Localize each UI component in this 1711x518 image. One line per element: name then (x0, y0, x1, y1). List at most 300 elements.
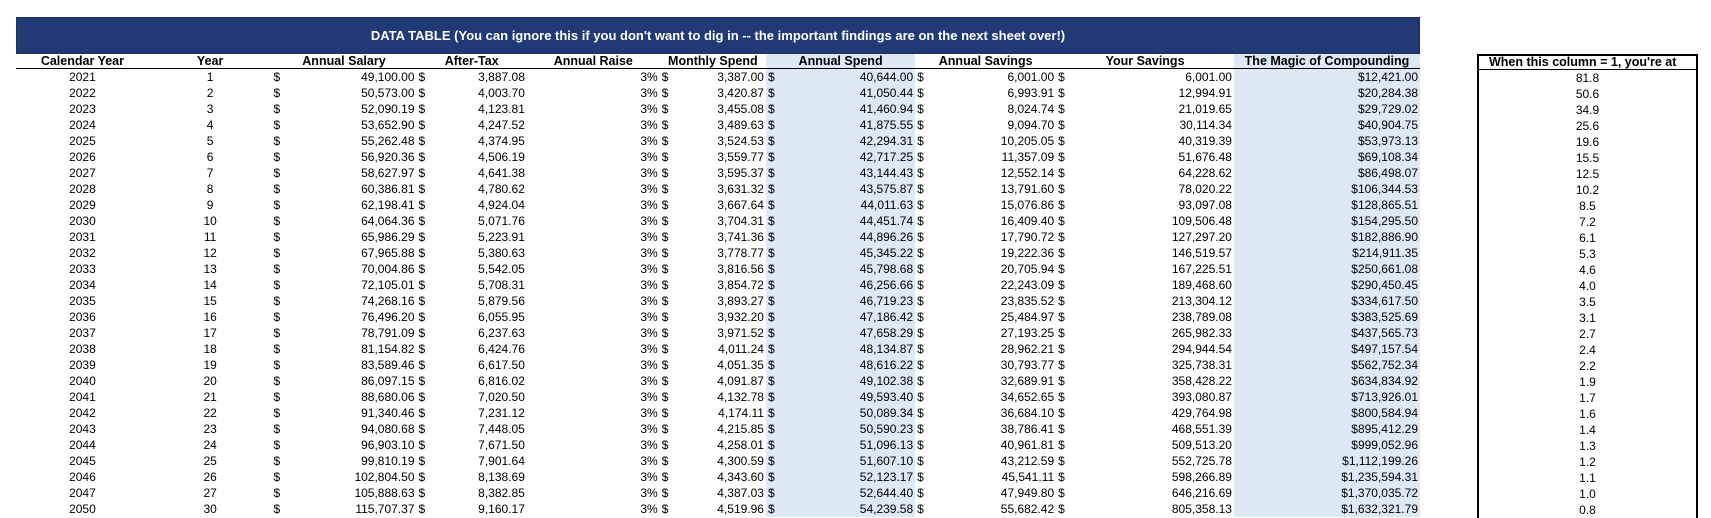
annual-raise-cell: 3% (640, 294, 658, 308)
after-tax-cell: 8,138.69 (478, 470, 525, 484)
monthly-currency: $ (661, 134, 669, 148)
table-row (16, 197, 1420, 213)
table-row (16, 437, 1420, 453)
annual-savings-cell: 13,791.60 (1000, 182, 1055, 196)
monthly-currency: $ (661, 454, 669, 468)
side-header-row (1478, 55, 1697, 70)
annual-savings-currency: $ (917, 438, 924, 452)
table-row (16, 325, 1420, 341)
side-value-cell: 15.5 (1575, 151, 1600, 165)
annual-raise-cell: 3% (640, 358, 658, 372)
your-savings-cell: 167,225.51 (1171, 262, 1232, 276)
calendar-year-cell: 2021 (69, 70, 96, 84)
monthly-spend-cell: 3,631.32 (717, 182, 764, 196)
side-value-cell: 34.9 (1575, 103, 1600, 117)
your-savings-currency: $ (1058, 326, 1065, 340)
magic-compounding-cell: $334,617.50 (1234, 293, 1420, 309)
monthly-spend-cell: 3,893.27 (717, 294, 764, 308)
side-value-cell: 10.2 (1575, 183, 1600, 197)
annual-savings-cell: 38,786.41 (1000, 422, 1055, 436)
side-value-cell: 2.7 (1579, 327, 1596, 341)
calendar-year-cell: 2040 (69, 374, 96, 388)
calendar-year-cell: 2045 (69, 454, 96, 468)
monthly-spend-cell: 3,387.00 (717, 70, 764, 84)
side-row (1478, 230, 1697, 246)
annual-salary-cell: 105,888.63 (354, 486, 415, 500)
after-tax-cell: 4,003.70 (478, 86, 525, 100)
salary-currency: $ (273, 406, 281, 420)
annual-savings-cell: 45,541.11 (1001, 470, 1055, 484)
annual-spend-cell: 54,239.58 (784, 501, 915, 517)
magic-compounding-cell: $562,752.34 (1234, 357, 1420, 373)
annual-salary-cell: 60,386.81 (361, 182, 415, 196)
annual-spend-cell: 50,089.34 (784, 405, 915, 421)
your-savings-cell: 213,304.12 (1171, 294, 1232, 308)
salary-currency: $ (273, 102, 281, 116)
annual-savings-cell: 55,682.42 (1000, 502, 1055, 516)
side-value-cell: 81.8 (1575, 71, 1600, 85)
aftertax-currency: $ (418, 390, 426, 404)
side-row (1478, 86, 1697, 102)
year-cell: 9 (206, 198, 214, 212)
calendar-year-cell: 2024 (69, 118, 96, 132)
header-annual-spend: Annual Spend (766, 54, 915, 69)
monthly-spend-cell: 4,051.35 (717, 358, 764, 372)
year-cell: 25 (203, 454, 217, 468)
annual-savings-currency: $ (917, 198, 924, 212)
after-tax-cell: 7,671.50 (478, 438, 525, 452)
table-row (16, 165, 1420, 181)
annual-raise-cell: 3% (640, 166, 658, 180)
annual-salary-cell: 52,090.19 (361, 102, 415, 116)
side-row (1478, 502, 1697, 518)
side-value-cell: 5.3 (1579, 247, 1596, 261)
annual-savings-cell: 11,357.09 (1001, 150, 1055, 164)
your-savings-currency: $ (1058, 486, 1065, 500)
monthly-currency: $ (661, 390, 669, 404)
annual-raise-cell: 3% (640, 214, 658, 228)
annual-spend-cell: 51,096.13 (784, 437, 915, 453)
monthly-spend-cell: 4,387.03 (717, 486, 764, 500)
year-cell: 8 (206, 182, 214, 196)
monthly-spend-cell: 3,455.08 (717, 102, 764, 116)
annual-savings-cell: 32,689.91 (1000, 374, 1055, 388)
after-tax-cell: 5,223.91 (478, 230, 525, 244)
table-row (16, 405, 1420, 421)
side-value-cell: 3.5 (1579, 295, 1596, 309)
annual-spend-currency: $ (766, 373, 784, 389)
annual-spend-cell: 41,050.44 (784, 85, 915, 101)
annual-salary-cell: 102,804.50 (354, 470, 415, 484)
year-cell: 12 (203, 246, 217, 260)
salary-currency: $ (273, 278, 281, 292)
after-tax-cell: 4,780.62 (478, 182, 525, 196)
magic-compounding-cell: $1,370,035.72 (1234, 485, 1420, 501)
annual-salary-cell: 70,004.86 (361, 262, 415, 276)
side-row (1478, 214, 1697, 230)
annual-salary-cell: 58,627.97 (361, 166, 415, 180)
aftertax-currency: $ (418, 486, 426, 500)
calendar-year-cell: 2047 (69, 486, 96, 500)
annual-savings-currency: $ (917, 390, 924, 404)
annual-savings-cell: 25,484.97 (1000, 310, 1055, 324)
annual-spend-cell: 45,345.22 (784, 245, 915, 261)
table-row (16, 229, 1420, 245)
side-value-cell: 4.0 (1579, 279, 1596, 293)
annual-raise-cell: 3% (640, 310, 658, 324)
table-row (16, 69, 1420, 86)
side-row (1478, 182, 1697, 198)
annual-raise-cell: 3% (640, 342, 658, 356)
annual-salary-cell: 49,100.00 (361, 70, 415, 84)
side-header: When this column = 1, you're at (1478, 55, 1697, 70)
salary-currency: $ (273, 502, 281, 516)
annual-raise-cell: 3% (640, 326, 658, 340)
table-row (16, 453, 1420, 469)
annual-savings-currency: $ (917, 486, 924, 500)
year-cell: 2 (206, 86, 214, 100)
year-cell: 22 (203, 406, 217, 420)
annual-raise-cell: 3% (640, 486, 658, 500)
annual-savings-cell: 12,552.14 (1000, 166, 1055, 180)
data-table-banner (16, 17, 1420, 54)
your-savings-currency: $ (1058, 294, 1065, 308)
annual-spend-currency: $ (766, 277, 784, 293)
monthly-spend-cell: 4,011.24 (718, 342, 764, 356)
calendar-year-cell: 2035 (69, 294, 96, 308)
side-row (1478, 310, 1697, 326)
aftertax-currency: $ (418, 358, 426, 372)
your-savings-cell: 40,319.39 (1178, 134, 1232, 148)
annual-savings-currency: $ (917, 102, 924, 116)
monthly-spend-cell: 3,595.37 (717, 166, 764, 180)
salary-currency: $ (273, 470, 281, 484)
your-savings-currency: $ (1058, 86, 1065, 100)
monthly-currency: $ (661, 70, 669, 84)
calendar-year-cell: 2037 (69, 326, 96, 340)
table-row (16, 293, 1420, 309)
salary-currency: $ (273, 326, 281, 340)
salary-currency: $ (273, 214, 281, 228)
calendar-year-cell: 2050 (69, 502, 96, 516)
side-value-cell: 1.1 (1579, 471, 1596, 485)
calendar-year-cell: 2023 (69, 102, 96, 116)
monthly-currency: $ (661, 374, 669, 388)
calendar-year-cell: 2032 (69, 246, 96, 260)
annual-salary-cell: 99,810.19 (361, 454, 415, 468)
annual-savings-cell: 47,949.80 (1000, 486, 1055, 500)
table-row (16, 341, 1420, 357)
annual-savings-cell: 6,001.00 (1007, 70, 1055, 84)
your-savings-cell: 51,676.48 (1178, 150, 1232, 164)
after-tax-cell: 8,382.85 (478, 486, 525, 500)
monthly-spend-cell: 4,174.11 (718, 406, 764, 420)
annual-savings-currency: $ (917, 214, 924, 228)
annual-savings-currency: $ (917, 230, 924, 244)
annual-spend-currency: $ (766, 165, 784, 181)
annual-spend-cell: 46,719.23 (784, 293, 915, 309)
your-savings-currency: $ (1058, 182, 1065, 196)
aftertax-currency: $ (418, 374, 426, 388)
year-cell: 18 (203, 342, 217, 356)
magic-compounding-cell: $634,834.92 (1234, 373, 1420, 389)
monthly-spend-cell: 4,132.78 (717, 390, 764, 404)
monthly-currency: $ (661, 470, 669, 484)
salary-currency: $ (273, 438, 281, 452)
annual-raise-cell: 3% (640, 390, 658, 404)
after-tax-cell: 6,617.50 (478, 358, 525, 372)
annual-savings-currency: $ (917, 422, 924, 436)
header-year: Year (149, 54, 272, 69)
your-savings-cell: 64,228.62 (1178, 166, 1232, 180)
your-savings-cell: 805,358.13 (1171, 502, 1232, 516)
annual-savings-currency: $ (917, 358, 924, 372)
annual-savings-cell: 22,243.09 (1000, 278, 1055, 292)
monthly-currency: $ (661, 358, 669, 372)
your-savings-cell: 598,266.89 (1171, 470, 1232, 484)
annual-savings-cell: 30,793.77 (1000, 358, 1055, 372)
annual-salary-cell: 94,080.68 (361, 422, 415, 436)
annual-salary-cell: 76,496.20 (361, 310, 415, 324)
side-value-cell: 3.1 (1579, 311, 1596, 325)
table-row (16, 181, 1420, 197)
annual-savings-currency: $ (917, 118, 924, 132)
your-savings-cell: 21,019.65 (1178, 102, 1232, 116)
magic-compounding-cell: $800,584.94 (1234, 405, 1420, 421)
annual-spend-currency: $ (766, 405, 784, 421)
your-savings-cell: 189,468.60 (1171, 278, 1232, 292)
your-savings-currency: $ (1058, 502, 1065, 516)
annual-raise-cell: 3% (640, 230, 658, 244)
side-row (1478, 422, 1697, 438)
calendar-year-cell: 2030 (69, 214, 96, 228)
data-table (16, 54, 1420, 517)
annual-spend-cell: 49,593.40 (784, 389, 915, 405)
annual-spend-cell: 45,798.68 (784, 261, 915, 277)
your-savings-currency: $ (1058, 342, 1065, 356)
after-tax-cell: 5,542.05 (478, 262, 525, 276)
aftertax-currency: $ (418, 310, 426, 324)
annual-raise-cell: 3% (640, 374, 658, 388)
salary-currency: $ (273, 118, 281, 132)
monthly-spend-cell: 3,971.52 (717, 326, 764, 340)
after-tax-cell: 4,506.19 (478, 150, 525, 164)
side-row (1478, 470, 1697, 486)
year-cell: 4 (206, 118, 214, 132)
banner-title: DATA TABLE (You can ignore this if you don't want to dig in -- the important findings are on the next sheet over!) (370, 28, 1066, 43)
annual-spend-currency: $ (766, 181, 784, 197)
your-savings-currency: $ (1058, 166, 1065, 180)
year-cell: 21 (203, 390, 217, 404)
calendar-year-cell: 2031 (69, 230, 96, 244)
monthly-currency: $ (661, 502, 669, 516)
annual-raise-cell: 3% (640, 454, 658, 468)
annual-spend-currency: $ (766, 293, 784, 309)
annual-raise-cell: 3% (640, 438, 658, 452)
annual-raise-cell: 3% (640, 470, 658, 484)
your-savings-cell: 468,551.39 (1171, 422, 1232, 436)
annual-savings-currency: $ (917, 374, 924, 388)
annual-salary-cell: 96,903.10 (361, 438, 415, 452)
annual-spend-currency: $ (766, 501, 784, 517)
your-savings-currency: $ (1058, 102, 1065, 116)
side-value-cell: 1.7 (1579, 391, 1596, 405)
calendar-year-cell: 2043 (69, 422, 96, 436)
monthly-currency: $ (661, 118, 669, 132)
after-tax-cell: 6,055.95 (478, 310, 525, 324)
side-value-cell: 2.4 (1579, 343, 1596, 357)
table-row (16, 373, 1420, 389)
side-value-cell: 19.6 (1575, 135, 1600, 149)
your-savings-cell: 78,020.22 (1178, 182, 1232, 196)
monthly-spend-cell: 3,524.53 (717, 134, 764, 148)
aftertax-currency: $ (418, 326, 426, 340)
magic-compounding-cell: $713,926.01 (1234, 389, 1420, 405)
header-annual-raise: Annual Raise (527, 54, 660, 69)
annual-savings-cell: 36,684.10 (1000, 406, 1055, 420)
annual-savings-cell: 17,790.72 (1000, 230, 1055, 244)
annual-spend-cell: 46,256.66 (784, 277, 915, 293)
magic-compounding-cell: $106,344.53 (1234, 181, 1420, 197)
annual-salary-cell: 78,791.09 (361, 326, 415, 340)
magic-compounding-cell: $128,865.51 (1234, 197, 1420, 213)
monthly-currency: $ (661, 278, 669, 292)
after-tax-cell: 4,374.95 (478, 134, 525, 148)
salary-currency: $ (273, 86, 281, 100)
monthly-currency: $ (661, 230, 669, 244)
year-cell: 19 (203, 358, 217, 372)
side-row (1478, 294, 1697, 310)
your-savings-currency: $ (1058, 70, 1065, 84)
annual-savings-currency: $ (917, 262, 924, 276)
aftertax-currency: $ (418, 470, 426, 484)
annual-raise-cell: 3% (640, 118, 658, 132)
monthly-spend-cell: 4,519.96 (717, 502, 764, 516)
annual-raise-cell: 3% (640, 182, 658, 196)
annual-savings-currency: $ (917, 134, 924, 148)
your-savings-currency: $ (1058, 310, 1065, 324)
monthly-currency: $ (661, 102, 669, 116)
year-cell: 15 (203, 294, 217, 308)
annual-raise-cell: 3% (640, 70, 658, 84)
annual-savings-currency: $ (917, 310, 924, 324)
your-savings-cell: 325,738.31 (1171, 358, 1232, 372)
your-savings-currency: $ (1058, 150, 1065, 164)
after-tax-cell: 7,901.64 (478, 454, 525, 468)
after-tax-cell: 6,237.63 (478, 326, 525, 340)
monthly-spend-cell: 4,300.59 (717, 454, 764, 468)
aftertax-currency: $ (418, 118, 426, 132)
salary-currency: $ (273, 294, 281, 308)
salary-currency: $ (273, 390, 281, 404)
header-after-tax: After-Tax (417, 54, 527, 69)
annual-spend-cell: 47,186.42 (784, 309, 915, 325)
magic-compounding-cell: $20,284.38 (1234, 85, 1420, 101)
salary-currency: $ (273, 486, 281, 500)
your-savings-currency: $ (1058, 262, 1065, 276)
annual-spend-cell: 43,144.43 (784, 165, 915, 181)
annual-salary-cell: 64,064.36 (361, 214, 415, 228)
calendar-year-cell: 2028 (69, 182, 96, 196)
annual-savings-currency: $ (917, 406, 924, 420)
table-row (16, 469, 1420, 485)
monthly-currency: $ (661, 294, 669, 308)
magic-compounding-cell: $250,661.08 (1234, 261, 1420, 277)
side-value-cell: 2.2 (1579, 359, 1596, 373)
after-tax-cell: 4,247.52 (478, 118, 525, 132)
annual-raise-cell: 3% (640, 246, 658, 260)
annual-spend-currency: $ (766, 69, 784, 86)
calendar-year-cell: 2041 (69, 390, 96, 404)
calendar-year-cell: 2044 (69, 438, 96, 452)
magic-compounding-cell: $290,450.45 (1234, 277, 1420, 293)
side-value-cell: 4.6 (1579, 263, 1596, 277)
magic-compounding-cell: $40,904.75 (1234, 117, 1420, 133)
after-tax-cell: 5,380.63 (478, 246, 525, 260)
side-row (1478, 486, 1697, 502)
side-value-cell: 1.2 (1579, 455, 1596, 469)
after-tax-cell: 7,231.12 (478, 406, 525, 420)
year-cell: 5 (206, 134, 214, 148)
after-tax-cell: 5,879.56 (478, 294, 525, 308)
annual-savings-currency: $ (917, 246, 924, 260)
annual-savings-cell: 10,205.05 (1000, 134, 1055, 148)
annual-spend-cell: 41,875.55 (784, 117, 915, 133)
your-savings-currency: $ (1058, 214, 1065, 228)
annual-savings-currency: $ (917, 86, 924, 100)
year-cell: 7 (206, 166, 214, 180)
annual-salary-cell: 55,262.48 (361, 134, 415, 148)
side-ratio-table (1477, 54, 1698, 518)
annual-salary-cell: 91,340.46 (361, 406, 415, 420)
monthly-currency: $ (661, 150, 669, 164)
your-savings-cell: 265,982.33 (1171, 326, 1232, 340)
your-savings-cell: 552,725.78 (1171, 454, 1232, 468)
side-value-cell: 50.6 (1575, 87, 1600, 101)
annual-spend-cell: 43,575.87 (784, 181, 915, 197)
aftertax-currency: $ (418, 198, 426, 212)
salary-currency: $ (273, 134, 281, 148)
annual-savings-currency: $ (917, 502, 924, 516)
side-row (1478, 246, 1697, 262)
side-value-cell: 1.3 (1579, 439, 1596, 453)
your-savings-cell: 646,216.69 (1171, 486, 1232, 500)
annual-spend-currency: $ (766, 261, 784, 277)
annual-savings-cell: 19,222.36 (1000, 246, 1055, 260)
annual-spend-currency: $ (766, 133, 784, 149)
aftertax-currency: $ (418, 502, 426, 516)
annual-raise-cell: 3% (640, 102, 658, 116)
side-value-cell: 1.9 (1579, 375, 1596, 389)
annual-salary-cell: 67,965.88 (361, 246, 415, 260)
monthly-currency: $ (661, 438, 669, 452)
annual-savings-cell: 43,212.59 (1000, 454, 1055, 468)
side-row (1478, 118, 1697, 134)
side-row (1478, 406, 1697, 422)
side-row (1478, 262, 1697, 278)
annual-raise-cell: 3% (640, 86, 658, 100)
annual-spend-currency: $ (766, 421, 784, 437)
your-savings-cell: 93,097.08 (1178, 198, 1232, 212)
your-savings-currency: $ (1058, 390, 1065, 404)
monthly-spend-cell: 3,704.31 (717, 214, 764, 228)
header-calendar-year: Calendar Year (16, 54, 149, 69)
your-savings-cell: 109,506.48 (1171, 214, 1232, 228)
annual-spend-cell: 49,102.38 (784, 373, 915, 389)
annual-salary-cell: 50,573.00 (361, 86, 415, 100)
table-row (16, 213, 1420, 229)
your-savings-cell: 146,519.57 (1171, 246, 1232, 260)
